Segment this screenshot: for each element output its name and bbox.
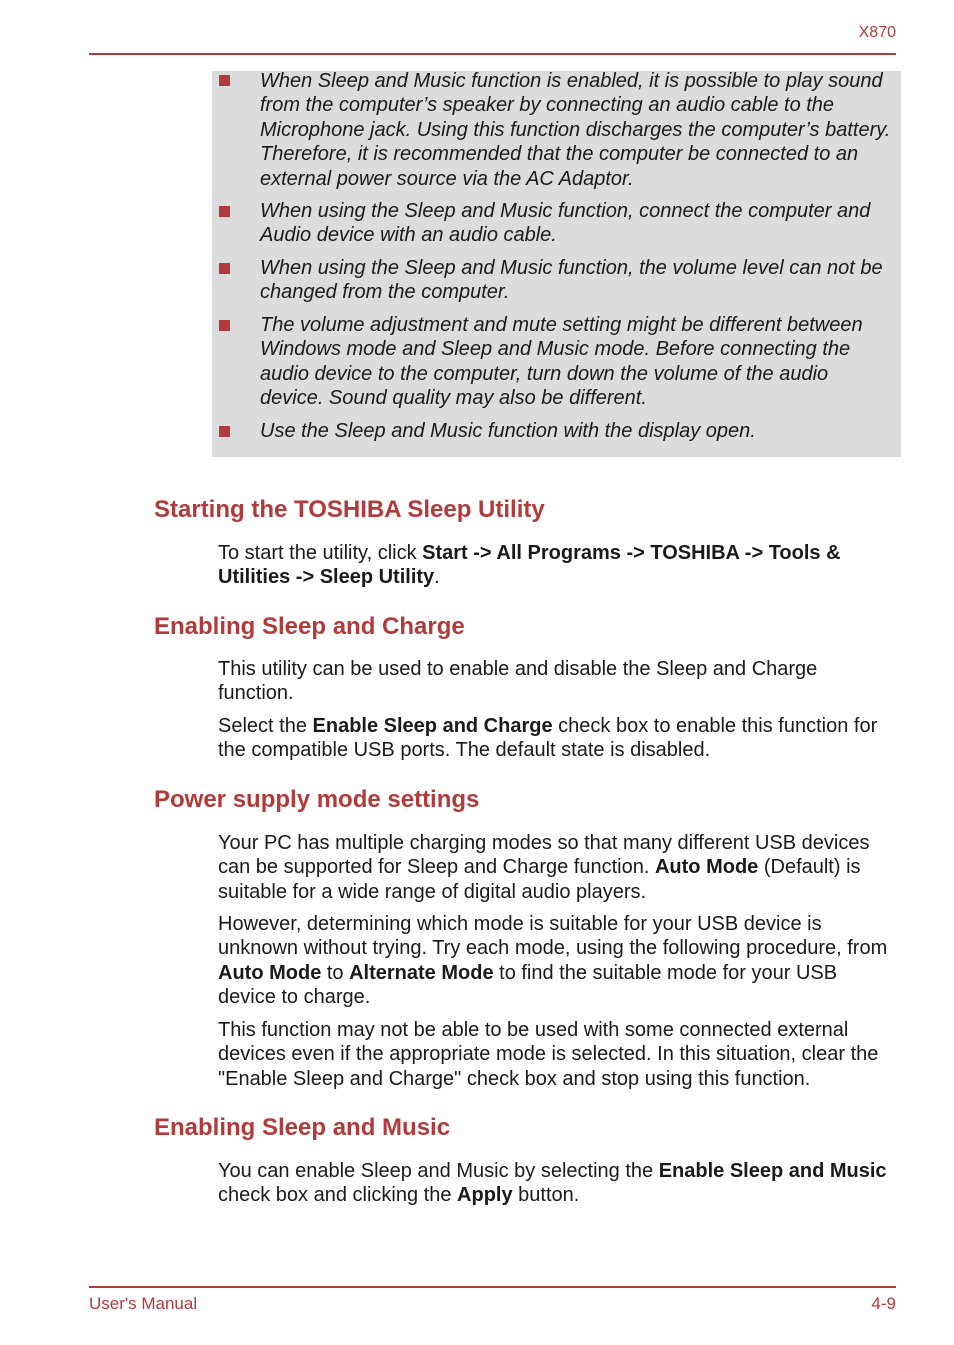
header-rule xyxy=(89,53,896,55)
text-run: . xyxy=(434,566,440,589)
bold-text: Apply xyxy=(457,1184,513,1207)
text-run: check box to enable this function for the compatible USB ports. The default state is disabled. xyxy=(218,715,878,762)
bullet-icon xyxy=(219,206,230,217)
bold-text: Auto Mode xyxy=(654,856,759,879)
note-box xyxy=(212,71,901,457)
page-number: 4-9 xyxy=(871,1294,896,1313)
model-name: X870 xyxy=(858,24,896,41)
note-item: Use the Sleep and Music function with the display open. xyxy=(260,420,756,442)
footer-title: User's Manual xyxy=(89,1294,198,1313)
bold-text: Auto Mode xyxy=(218,961,322,984)
text-run: to find the suitable mode for your USB device to charge. xyxy=(218,961,838,1009)
paragraph xyxy=(218,831,898,904)
paragraph xyxy=(218,1159,898,1208)
note-item: The volume adjustment and mute setting might be different between Windows mode and Sleep and Music mode. Before connecting the audio device to the computer, turn down the volume of the audio device. Sound quality may also be different. xyxy=(260,314,863,410)
text-run: Select the xyxy=(218,715,313,737)
paragraph xyxy=(218,912,898,1010)
section-heading: Enabling Sleep and Music xyxy=(154,1114,451,1141)
text-run: However, determining which mode is suitable for your USB device is unknown without trying. Try each mode, using the following procedure, from xyxy=(218,913,888,960)
text-run: This utility can be used to enable and disable the Sleep and Charge function. xyxy=(218,658,818,705)
note-item: When using the Sleep and Music function, connect the computer and Audio device with an audio cable. xyxy=(260,200,871,247)
section-heading: Power supply mode settings xyxy=(154,786,480,813)
note-item: When Sleep and Music function is enabled, it is possible to play sound from the computer’s speaker by connecting an audio cable to the Microphone jack. Using this function discharges the computer’s battery. Therefore, it is recommended that the computer be connected to an external power source via the AC Adaptor. xyxy=(260,70,891,190)
text-run: Your PC has multiple charging modes so that many different USB devices can be supported for Sleep and Charge function. xyxy=(218,832,870,879)
bullet-icon xyxy=(219,263,230,274)
text-run: (Default) is suitable for a wide range of digital audio players. xyxy=(218,856,861,903)
bullet-icon xyxy=(219,320,230,331)
bullet-icon xyxy=(219,75,230,86)
text-run: button. xyxy=(512,1184,580,1207)
text-run: This function may not be able to be used with some connected external devices even if the appropriate mode is selected. In this situation, clear the "Enable Sleep and Charge" check box and stop using this function. xyxy=(218,1019,879,1090)
bold-text: Enable Sleep and Charge xyxy=(312,715,553,737)
paragraph xyxy=(218,541,898,590)
note-item: When using the Sleep and Music function, the volume level can not be changed from the computer. xyxy=(260,257,883,304)
section-heading: Enabling Sleep and Charge xyxy=(154,613,465,640)
footer-rule xyxy=(89,1286,896,1288)
paragraph xyxy=(218,657,898,706)
text-run: You can enable Sleep and Music by selecting the xyxy=(218,1160,659,1182)
bold-text: Start -> All Programs -> TOSHIBA -> Tools & Utilities -> Sleep Utility xyxy=(218,542,841,589)
text-run: To start the utility, click xyxy=(218,542,423,564)
bold-text: Alternate Mode xyxy=(349,961,494,984)
section-heading: Starting the TOSHIBA Sleep Utility xyxy=(154,496,545,523)
text-run: to xyxy=(321,961,350,984)
paragraph xyxy=(218,1018,898,1091)
paragraph xyxy=(218,714,898,763)
bullet-icon xyxy=(219,426,230,437)
text-run: check box and clicking the xyxy=(218,1184,458,1207)
bold-text: Enable Sleep and Music xyxy=(658,1160,887,1182)
